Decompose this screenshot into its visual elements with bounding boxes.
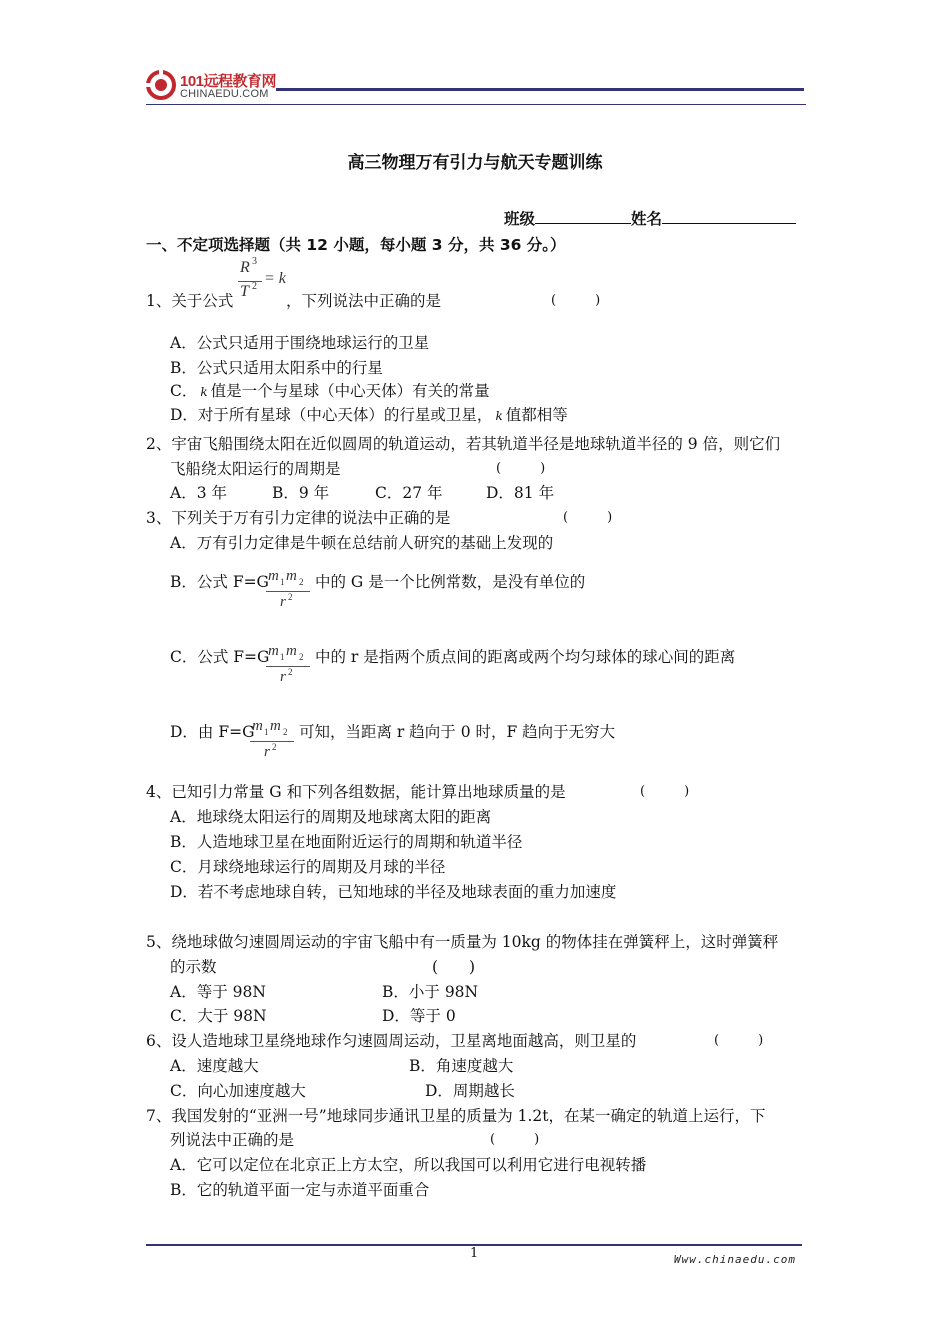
q1-stem-prefix: 1、关于公式 xyxy=(146,292,234,310)
gm-m1: m xyxy=(268,643,279,659)
q4-option-a: A．地球绕太阳运行的周期及地球离太阳的距离 xyxy=(170,808,492,826)
q5-option-a: A．等于 98N xyxy=(170,983,266,1001)
gravity-formula-d xyxy=(250,718,298,762)
formula-den-exp: 2 xyxy=(252,281,257,292)
class-name-line xyxy=(504,207,796,229)
name-blank xyxy=(662,207,796,224)
q3-answer-paren: ( ) xyxy=(563,510,613,525)
q1-option-b: B．公式只适用太阳系中的行星 xyxy=(170,359,383,377)
q5-answer-paren: ( ) xyxy=(432,958,476,976)
header-rule xyxy=(276,88,804,91)
q5-option-c: C．大于 98N xyxy=(170,1007,267,1025)
logo-bottom-text: CHINAEDU.COM xyxy=(180,88,269,100)
gm-sub1: 1 xyxy=(280,577,285,587)
q1-stem-suffix: ，下列说法中正确的是 xyxy=(286,292,442,310)
q1-option-d-tail: 值都相等 xyxy=(505,406,568,424)
formula-rhs: = k xyxy=(264,270,286,287)
q7-stem-line2: 列说法中正确的是 xyxy=(170,1131,295,1149)
q7-option-b: B．它的轨道平面一定与赤道平面重合 xyxy=(170,1181,430,1199)
gm-sub2: 2 xyxy=(299,652,304,662)
q2-option-c: C．27 年 xyxy=(375,484,443,502)
q1-option-c xyxy=(170,379,490,401)
q1-option-d xyxy=(170,403,568,425)
gm-r: r xyxy=(280,594,286,610)
class-blank xyxy=(535,207,631,224)
formula-num: R xyxy=(240,259,250,276)
gm-sub2: 2 xyxy=(283,727,288,737)
q6-option-b: B．角速度越大 xyxy=(409,1057,514,1075)
q3-option-d-text: 可知，当距离 r 趋向于 0 时，F 趋向于无穷大 xyxy=(299,723,616,741)
q4-option-b: B．人造地球卫星在地面附近运行的周期和轨道半径 xyxy=(170,833,523,851)
q3-option-c-prefix: C．公式 F=G xyxy=(170,648,270,666)
gm-m1: m xyxy=(252,718,263,734)
q6-option-d: D．周期越长 xyxy=(425,1082,515,1100)
q6-answer-paren: ( ) xyxy=(714,1033,764,1048)
page-number: 1 xyxy=(470,1246,479,1261)
q3-option-a: A．万有引力定律是牛顿在总结前人研究的基础上发现的 xyxy=(170,534,554,552)
q5-option-b: B．小于 98N xyxy=(382,983,479,1001)
q6-option-a: A．速度越大 xyxy=(170,1057,259,1075)
gm-r-exp: 2 xyxy=(288,667,293,677)
q3-stem: 3、下列关于万有引力定律的说法中正确的是 xyxy=(146,509,451,527)
gm-r: r xyxy=(280,669,286,685)
gm-sub1: 1 xyxy=(264,727,269,737)
q4-answer-paren: ( ) xyxy=(640,784,690,799)
gravity-formula-c xyxy=(266,643,314,687)
q6-option-c: C．向心加速度越大 xyxy=(170,1082,306,1100)
gm-sub1: 1 xyxy=(280,652,285,662)
q1-option-d-k: k xyxy=(495,409,503,423)
gm-r: r xyxy=(264,744,270,760)
formula-num-exp: 3 xyxy=(252,256,257,267)
q5-stem-line2: 的示数 xyxy=(170,958,217,976)
name-label: 姓名 xyxy=(631,210,663,228)
gm-m1: m xyxy=(268,568,279,584)
q2-option-a: A．3 年 xyxy=(170,484,227,502)
gravity-formula-b xyxy=(266,568,314,612)
q1-option-d-text: D．对于所有星球（中心天体）的行星或卫星， xyxy=(170,406,493,424)
q4-option-d: D．若不考虑地球自转，已知地球的半径及地球表面的重力加速度 xyxy=(170,883,617,901)
q1-option-a: A．公式只适用于围绕地球运行的卫星 xyxy=(170,334,430,352)
gm-r-exp: 2 xyxy=(272,742,277,752)
gm-m2: m xyxy=(286,568,297,584)
q7-option-a: A．它可以定位在北京正上方太空，所以我国可以利用它进行电视转播 xyxy=(170,1156,647,1174)
q4-stem: 4、已知引力常量 G 和下列各组数据，能计算出地球质量的是 xyxy=(146,783,566,801)
q2-option-d: D．81 年 xyxy=(486,484,555,502)
q5-option-d: D．等于 0 xyxy=(382,1007,456,1025)
q3-option-b-prefix: B．公式 F=G xyxy=(170,573,269,591)
gm-m2: m xyxy=(270,718,281,734)
gm-sub2: 2 xyxy=(299,577,304,587)
class-label: 班级 xyxy=(504,210,536,228)
gm-r-exp: 2 xyxy=(288,592,293,602)
q1-answer-paren: ( ) xyxy=(551,293,601,308)
q7-answer-paren: ( ) xyxy=(490,1132,540,1147)
q2-stem-line2: 飞船绕太阳运行的周期是 xyxy=(170,460,341,478)
q7-stem-line1: 7、我国发射的“亚洲一号”地球同步通讯卫星的质量为 1.2t，在某一确定的轨道上运行，下 xyxy=(146,1107,766,1125)
q1-option-c-text: 值是一个与星球（中心天体）有关的常量 xyxy=(210,382,490,400)
footer-url[interactable]: Www.chinaedu.com xyxy=(674,1253,796,1266)
kepler-formula xyxy=(236,258,286,304)
section-heading: 一、不定项选择题（共 12 小题，每小题 3 分，共 36 分。） xyxy=(146,236,566,254)
q5-stem-line1: 5、绕地球做匀速圆周运动的宇宙飞船中有一质量为 10kg 的物体挂在弹簧秤上，这时弹簧秤 xyxy=(146,933,779,951)
q2-stem-line1: 2、宇宙飞船围绕太阳在近似圆周的轨道运动，若其轨道半径是地球轨道半径的 9 倍，则它们 xyxy=(146,435,781,453)
gm-m2: m xyxy=(286,643,297,659)
header-rule-thin xyxy=(146,104,806,105)
q2-answer-paren: ( ) xyxy=(496,461,546,476)
logo-top-text: 101远程教育网 xyxy=(180,73,277,90)
q6-stem: 6、设人造地球卫星绕地球作匀速圆周运动，卫星离地面越高，则卫星的 xyxy=(146,1032,637,1050)
chinaedu-logo-icon xyxy=(146,70,176,100)
formula-den: T xyxy=(240,283,249,300)
q3-option-b-text: 中的 G 是一个比例常数，是没有单位的 xyxy=(315,573,586,591)
q4-option-c: C．月球绕地球运行的周期及月球的半径 xyxy=(170,858,446,876)
q1-option-c-letter: C． xyxy=(170,382,198,400)
q1-option-c-k: k xyxy=(200,385,208,399)
q3-option-c-text: 中的 r 是指两个质点间的距离或两个均匀球体的球心间的距离 xyxy=(315,648,736,666)
page-title: 高三物理万有引力与航天专题训练 xyxy=(347,153,603,173)
q2-option-b: B．9 年 xyxy=(272,484,330,502)
q3-option-d-prefix: D．由 F=G xyxy=(170,723,255,741)
